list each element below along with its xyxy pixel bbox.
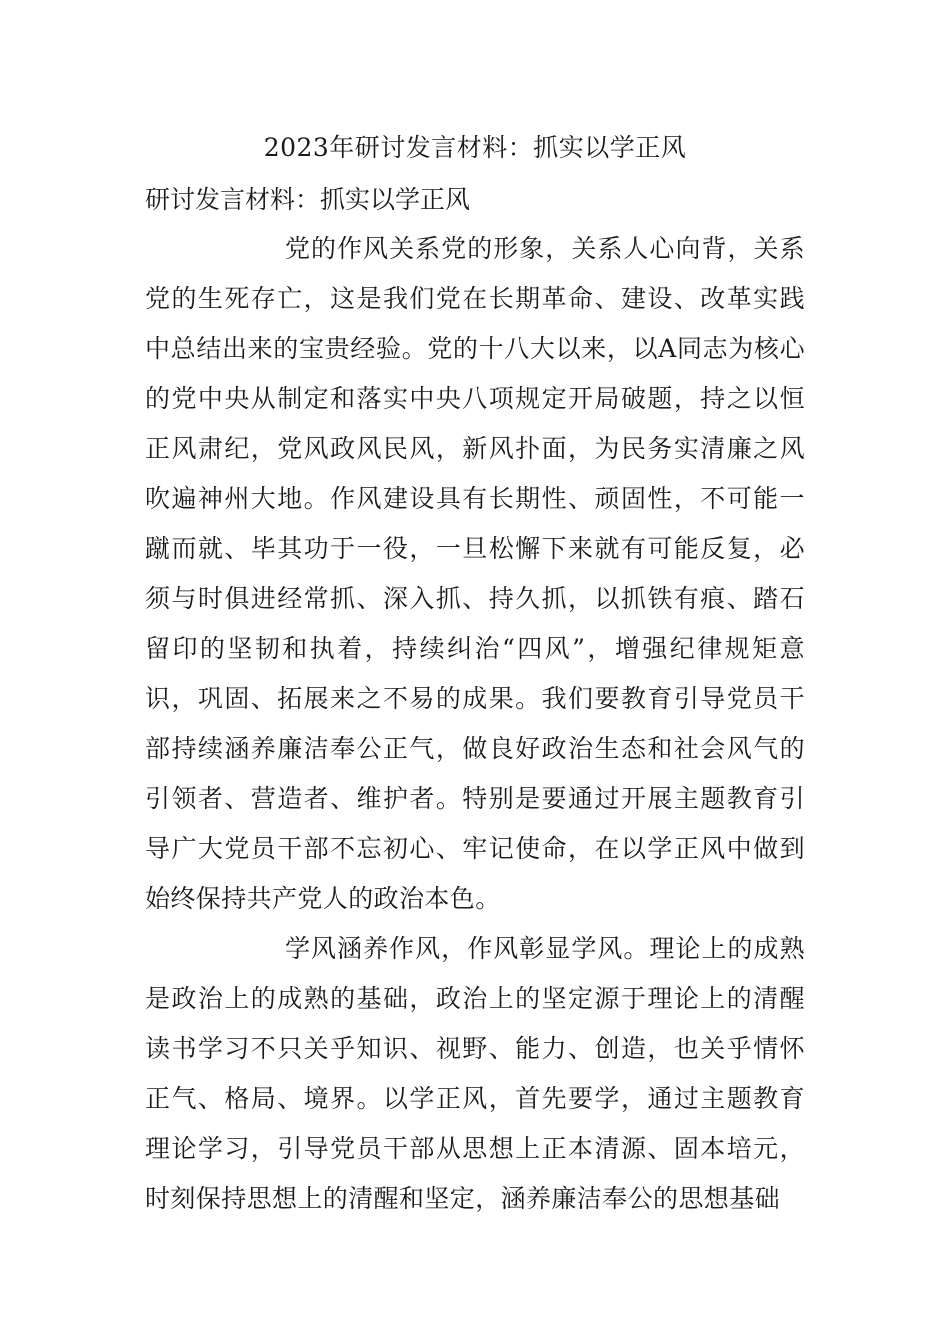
document-title: 2023年研讨发言材料：抓实以学正风 [263, 133, 687, 162]
document-subtitle: 研讨发言材料：抓实以学正风 [145, 185, 471, 214]
body-paragraph: 学风涵养作风，作风彰显学风。理论上的成熟是政治上的成熟的基础，政治上的坚定源于理论上的清醒读书学习不只关乎知识、视野、能力、创造，也关乎情怀正气、格局、境界。以学正风，首先要学，通过主题教育理论学习，引导党员干部从思想上正本清源、固本培元，时刻保持思想上的清醒和坚定，涵养廉洁奉公的思想基础 [145, 934, 805, 1213]
body-paragraph: 党的作风关系党的形象，关系人心向背，关系党的生死存亡，这是我们党在长期革命、建设、改革实践中总结出来的宝贵经验。党的十八大以来，以A同志为核心的党中央从制定和落实中央八项规定开局破题，持之以恒正风肃纪，党风政风民风，新风扑面，为民务实清廉之风吹遍神州大地。作风建设具有长期性、顽固性，不可能一蹴而就、毕其功于一役，一旦松懈下来就有可能反复，必须与时俱进经常抓、深入抓、持久抓，以抓铁有痕、踏石留印的坚韧和执着，持续纠治“四风”，增强纪律规矩意识，巩固、拓展来之不易的成果。我们要教育引导党员干部持续涵养廉洁奉公正气，做良好政治生态和社会风气的引领者、营造者、维护者。特别是要通过开展主题教育引导广大党员干部不忘初心、牢记使命，在以学正风中做到始终保持共产党人的政治本色。 [145, 234, 805, 913]
